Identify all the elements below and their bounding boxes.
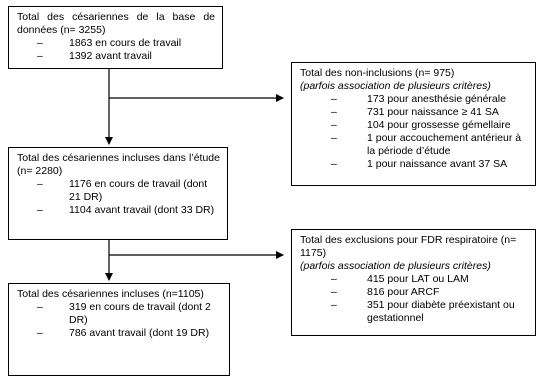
list-item: – 1 pour accouchement antérieur à la période d’étude	[300, 132, 528, 158]
box-cesariennes-incluses-final	[8, 283, 230, 376]
list-item: – 415 pour LAT ou LAM	[300, 273, 528, 286]
list-item: – 351 pour diabète préexistant ou gestationnel	[300, 299, 528, 325]
box-cesariennes-incluses-etude	[8, 147, 228, 240]
list-item: – 1104 avant travail (dont 33 DR)	[17, 204, 220, 217]
box-total-cesariennes-base	[8, 6, 223, 69]
box-exclusions-fdr-respiratoire	[291, 229, 536, 336]
list-item: – 173 pour anesthésie générale	[300, 93, 528, 106]
list-item: – 319 en cours de travail (dont 2 DR)	[17, 301, 222, 327]
box-non-inclusions	[291, 62, 536, 186]
list-item: – 816 pour ARCF	[300, 286, 528, 299]
list-item: – 1176 en cours de travail (dont 21 DR)	[17, 178, 220, 204]
list-item: – 1392 avant travail	[17, 50, 215, 63]
list-item: – 731 pour naissance ≥ 41 SA	[300, 106, 528, 119]
list-item: – 1 pour naissance avant 37 SA	[300, 158, 528, 171]
box-subtitle: (parfois association de plusieurs critères)	[300, 260, 491, 272]
box-title: Total des césariennes incluses (n=1105)	[17, 288, 204, 300]
box-title: Total des non-inclusions (n= 975)	[300, 67, 455, 79]
list-item: – 1863 en cours de travail	[17, 37, 215, 50]
box-title: Total des césariennes de la base de données (n= 3255)	[17, 11, 215, 36]
box-title: Total des exclusions pour FDR respiratoire (n= 1175)	[300, 234, 517, 259]
box-title: Total des césariennes incluses dans l’étude (n= 2280)	[17, 152, 220, 177]
box-subtitle: (parfois association de plusieurs critères)	[300, 80, 491, 92]
list-item: – 104 pour grossesse gémellaire	[300, 119, 528, 132]
list-item: – 786 avant travail (dont 19 DR)	[17, 327, 222, 340]
